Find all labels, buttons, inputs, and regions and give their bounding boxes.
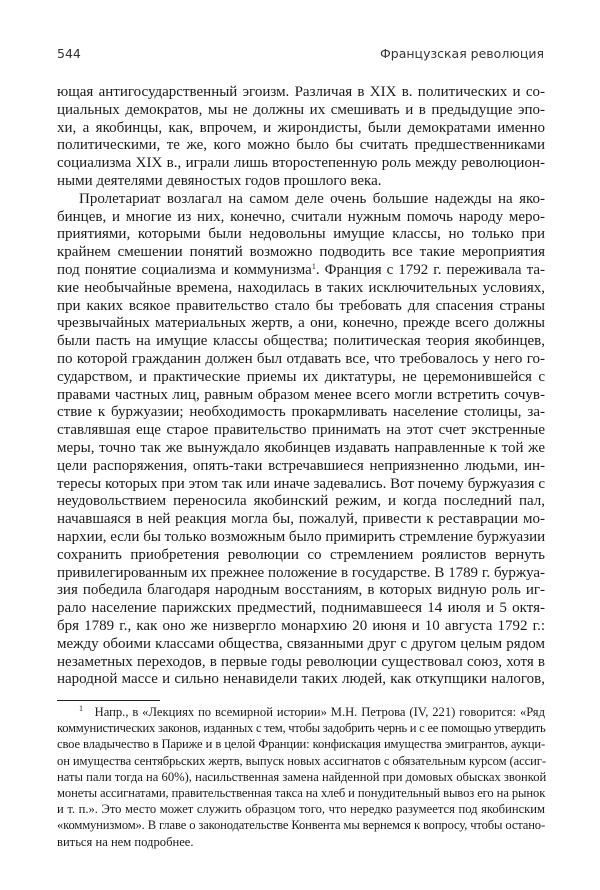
text-line: начавшаяся в ней реакция могла бы, пожалуй, привести к реставрации мо- [57,511,545,528]
text-line: привилегированным их прежнее положение в государстве. В 1789 г. буржуа- [57,564,545,581]
running-header [57,46,544,66]
text-line: сохранить приобретения революции со стремлением роялистов вернуть [57,546,545,563]
text-line: ставлявшая еще старое правительство принимать на этот счет экстренные [57,422,545,439]
text-segment: под понятие социализма и коммунизма [57,261,312,278]
text-line: циальных демократов, мы не должны их смешивать и в предыдущие эпо- [57,101,545,118]
text-line: Пролетариат возлагал на самом деле очень большие надежды на яко- [79,190,545,207]
footnote-marker: 1 [79,704,83,713]
text-line: правами частных лиц, равным образом менее всего могли встретить сочув- [57,386,545,403]
text-line: были пасть на имущие классы общества; политическая теория якобинцев, [57,333,545,350]
text-line: ными деятелями девяностых годов прошлого века. [57,172,382,189]
text-line: между обоими классами общества, связанными друг с другом целым рядом [57,635,545,652]
text-line: тересы которых при этом так или иначе задевались. Вот почему буржуазия с [57,475,545,492]
main-text [57,84,545,689]
text-line: крайнем смешении понятий возможно подводить все такие мероприятия [57,244,545,261]
text-line: бинцев, и многие из них, конечно, считали нужным помочь народу меро- [57,208,545,225]
text-line: приятиями, которыми были недовольны имущие классы, но только при [57,226,545,243]
footnote-line: свое владычество в Париже и в целой Франции: конфискация имущества эмигрантов, аукци- [57,737,545,752]
text-line: незаметных переходов, в первые годы революции существовал союз, хотя в [57,653,545,670]
text-line: зия победила благодаря народным восстаниям, в которых видную роль иг- [57,582,545,599]
footnote-line: «коммунизмом». В главе о законодательстве Конвента мы вернемся к вопросу, чтобы остано- [57,818,545,833]
text-line: чрезвычайных материальных жертв, а они, конечно, прежде всего должны [57,315,545,332]
page-number: 544 [57,46,81,61]
running-title: Французская революция [380,46,544,61]
text-line: бря 1789 г., как оно же низвергло монархию 20 июня и 10 августа 1792 г.: [57,617,545,634]
text-line: политическими, те же, кого можно было бы считать предшественниками [57,137,545,154]
text-line: народной массе и сильно ненавидели таких людей, как откупщики налогов, [57,671,545,688]
text-segment: . Франция с 1792 г. переживала та- [315,261,545,278]
text-line: цели распоряжения, опять-таки встречавшиеся неприязненно людьми, ин- [57,457,545,474]
text-line: социализма XIX в., играли лишь второстепенную роль между революцион- [57,155,545,172]
footnote-ref[interactable]: 1 [311,261,316,271]
text-line [57,262,545,280]
footnote-line [57,704,545,720]
footnote-line: коммунистических законов, изданных с тем, чтобы задобрить чернь и с ее помощью утвердить [57,721,546,736]
footnote-line: виться на нем подробнее. [57,834,194,849]
footnote-line: он имущества сентябрьских жертв, выпуск новых ассигнатов с обязательным курсом (ассиг- [57,753,546,768]
footnote-line: и т. п.». Это место может служить образцом того, что нередко разумеется под якобинским [57,802,545,817]
text-line: хи, а якобинцы, как, впрочем, и жирондисты, были демократами именно [57,119,545,136]
text-line: рало население парижских предместий, поднимавшееся 14 июля и 5 октя- [57,600,545,617]
text-line: нархии, если бы только возможным было примирить стремление буржуазии [57,528,546,545]
text-line: неудовольствием переносила якобинский режим, и когда последний пал, [57,493,545,510]
text-line: кие необычайные времена, находилась в таких исключительных условиях, [57,279,545,296]
footnote [57,704,545,850]
text-line: меры, точно так же вынуждало якобинцев издавать направленные к той же [57,439,545,456]
text-line: при каких всякое правительство стало бы требовать для спасения страны [57,297,545,314]
text-line: ствие к буржуазии; необходимость прокармливать население столицы, за- [57,404,545,421]
text-line: ющая антигосударственный эгоизм. Различая в XIX в. политических и со- [57,84,545,100]
text-line: сударством, и практические приемы их диктатуры, не церемонившейся с [57,368,545,385]
footnote-line: монеты ассигнатами, правительственная такса на хлеб и понудительный вывоз его на рынок [57,785,546,800]
footnote-separator [57,700,160,701]
footnote-line: наты пали тогда на 60%), насильственная замена найденной при домовых обысках звонкой [57,769,547,784]
text-segment: Напр., в «Лекциях по всемирной истории» М.Н. Петрова (IV, 221) говорится: «Ряд [94,705,545,719]
text-line: по которой гражданин должен был отдавать все, что требовалось у него го- [57,350,545,367]
